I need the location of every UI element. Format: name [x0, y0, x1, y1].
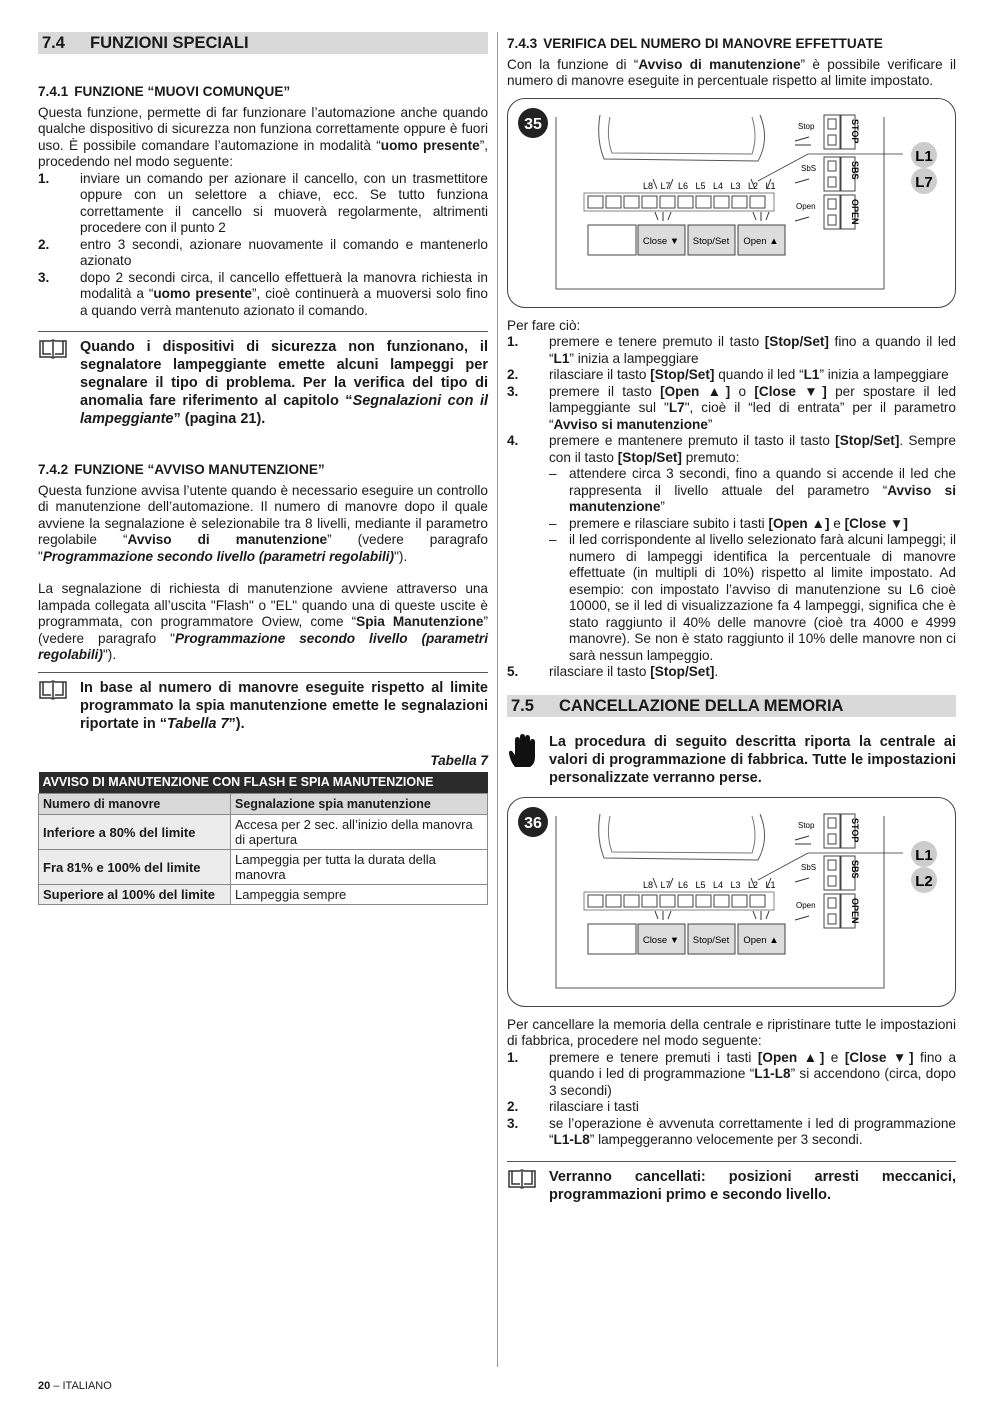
note-block: Quando i dispositivi di sicurezza non funzionano, il segnalatore lampeggiante emette alcuni lampeggi per segnalare il tipo di problema. Per la verifica del tipo di anomalia fare riferimento al capitolo “Segnalazioni con il lampeggiante” (pagina 21).: [38, 331, 488, 428]
led-slot: [624, 895, 639, 907]
led-label: L8: [642, 879, 654, 890]
callout-label: L2: [915, 872, 933, 890]
switch-symbol: [795, 179, 809, 183]
led-slot: [714, 196, 729, 208]
callout-label: L1: [915, 147, 933, 165]
step-item: 1. inviare un comando per azionare il cancello, con un trasmettitore oppure con un selettore a chiave, ecc. Se tutto funziona correttamente il cancello si muoverà regolarmente, altrimenti procedere con il punto 2: [38, 170, 488, 235]
subsection-7-4-1-title: 7.4.1 FUNZIONE “MUOVI COMUNQUE”: [38, 84, 291, 99]
callout-label: L1: [915, 846, 933, 864]
page-footer: 20 – ITALIANO: [38, 1380, 112, 1392]
terminal-screw: [828, 161, 836, 171]
sub-step: – attendere circa 3 secondi, fino a quando si accende il led che rappresenta il livello attuale del parametro “Avviso si manutenzione”: [549, 466, 957, 514]
terminal-screw: [828, 834, 836, 844]
led-slot: [624, 196, 639, 208]
figure-number: 36: [524, 814, 542, 832]
paragraph: Questa funzione avvisa l’utente quando è necessario eseguire un controllo di manutenzione dell’automazione. Il numero di manovre dopo il quale avviene la segnalazione è selezionabile tra 8 livelli, mediante il parametro regolabile “Avviso di manutenzione” (vedere paragrafo "Programmazione secondo livello (parametri regolabili)").: [38, 482, 488, 564]
led-slot: [696, 196, 711, 208]
led-label: L1: [765, 180, 776, 191]
step-list: [38, 171, 488, 320]
close-button-label: Close ▼: [642, 934, 680, 946]
terminal-screw: [828, 860, 836, 870]
left-column: [38, 32, 488, 905]
terminal-screw: [828, 199, 836, 209]
sub-step: – premere e rilasciare subito i tasti [Open ▲] e [Close ▼]: [549, 515, 908, 531]
figure-number: 35: [524, 115, 542, 133]
terminal-screw: [828, 898, 836, 908]
led-slot: [588, 196, 603, 208]
figure-36: [507, 797, 956, 1007]
paragraph: La segnalazione di richiesta di manutenzione avviene attraverso una lampada collegata all’uscita "Flash" o "EL" quando una di queste uscite è programmata, con programmatore Oview, come “Spia Manutenzione” (vedere paragrafo "Programmazione secondo livello (parametri regolabili)").: [38, 581, 489, 662]
terminal-label: SbS: [801, 862, 817, 872]
led-label: L1: [765, 879, 776, 890]
callout-label: L7: [915, 173, 933, 191]
step-item: 5. rilasciare il tasto [Stop/Set].: [507, 664, 719, 679]
terminal-label: Stop: [798, 121, 815, 131]
step-list: [507, 1050, 956, 1149]
table-title: AVVISO DI MANUTENZIONE CON FLASH E SPIA MANUTENZIONE: [39, 772, 488, 793]
switch-symbol: [795, 916, 809, 920]
blank-button: [588, 225, 636, 255]
terminal-screw: [828, 914, 836, 924]
hand-stop-icon: [507, 733, 549, 787]
book-icon: [38, 679, 80, 733]
step-item: 1. premere e tenere premuti i tasti [Open ▲] e [Close ▼] fino a quando i led di programmazione “L1-L8” si accendono (circa, dopo 3 secondi): [507, 1049, 956, 1098]
paragraph: Questa funzione, permette di far funzionare l’automazione anche quando qualche dispositivo di sicurezza non funziona correttamente oppure è fuori uso. È possibile comandare l’automazione in modalità “uomo presente”, procedendo nel modo seguente:: [38, 104, 488, 169]
section-number: 7.4: [42, 34, 65, 52]
connector-inner: [608, 816, 755, 853]
terminal-screw: [828, 876, 836, 886]
terminal-block-label: OPEN: [850, 198, 860, 225]
table-row: Fra 81% e 100% del limite Lampeggia per tutta la durata della manovra: [39, 850, 488, 885]
note-block: Verranno cancellati: posizioni arresti meccanici, programmazioni primo e secondo livello.: [507, 1161, 956, 1204]
open-button-label: Open ▲: [743, 235, 779, 247]
led-slot: [732, 196, 747, 208]
led-slot: [642, 196, 657, 208]
paragraph: Con la funzione di “Avviso di manutenzione” è possibile verificare il numero di manovre eseguite in percentuale rispetto al limite impostato.: [507, 56, 956, 88]
open-button-label: Open ▲: [743, 934, 779, 946]
terminal-label: Open: [796, 900, 816, 910]
led-slot: [660, 196, 675, 208]
led-label: L7: [660, 180, 671, 191]
switch-symbol: [795, 878, 809, 882]
subsection-7-4-2-title: 7.4.2 FUNZIONE “AVVISO MANUTENZIONE”: [38, 462, 325, 477]
stop-set-button-label: Stop/Set: [692, 235, 730, 247]
figure-35: [507, 98, 956, 308]
terminal-block-label: STOP: [850, 118, 860, 143]
led-slot: [642, 895, 657, 907]
led-label: L6: [677, 180, 689, 191]
book-icon: [38, 338, 80, 428]
section-7-4-header: [38, 32, 488, 54]
led-label: L5: [695, 879, 706, 890]
right-column: [507, 32, 956, 1204]
paragraph: Per cancellare la memoria della centrale e ripristinare tutte le impostazioni di fabbrica, procedere nel modo seguente:: [507, 1016, 956, 1048]
table-row: Superiore al 100% del limite Lampeggia sempre: [39, 885, 488, 905]
section-title: FUNZIONI SPECIALI: [90, 34, 249, 52]
warning-block: La procedura di seguito descritta riporta la centrale ai valori di programmazione di fabbrica. Tutte le impostazioni personalizzate verranno perse.: [507, 727, 956, 787]
led-label: L2: [747, 879, 759, 890]
led-slot: [678, 895, 693, 907]
step-item: 2. rilasciare il tasto [Stop/Set] quando il led “L1” inizia a lampeggiare: [507, 367, 949, 382]
led-label: L7: [660, 879, 671, 890]
led-slot: [732, 895, 747, 907]
step-item: 2. rilasciare i tasti: [507, 1099, 639, 1114]
blank-button: [588, 924, 636, 954]
connector-inner: [608, 117, 755, 154]
switch-symbol: [795, 217, 809, 221]
table-row: Inferiore a 80% del limite Accesa per 2 sec. all’inizio della manovra di apertura: [39, 815, 488, 850]
led-slot: [696, 895, 711, 907]
terminal-screw: [828, 119, 836, 129]
led-slot: [750, 895, 765, 907]
note-block: In base al numero di manovre eseguite rispetto al limite programmato la spia manutenzione emette le segnalazioni riportate in “Tabella 7”).: [38, 672, 488, 733]
step-item: 4. premere e mantenere premuto il tasto il tasto [Stop/Set]. Sempre con il tasto [Stop/Set] premuto: – attendere circa 3 secondi, fino a quando si accende il led che rappresenta il livello attuale del parametro “Avviso si manutenzione” – premere e rilasciare subito i tasti [Open ▲] e [Close ▼] – il led corrispondente al livello selezionato farà alcuni lampeggi; il numero di lampeggi identifica la percentuale di manovre effettuate (in multipli di 10%) rispetto al limite impostato. Ad esempio: con impostato l’avviso di manutenzione su L6 cioè 10000, se il led di visualizzazione fa 4 lampeggi, significa che è stato raggiunto il 40% delle manovre (cioè tra 4000 e 4999 manovre). Se non è stato raggiunto il 10% delle manovre non ci sarà nessun lampeggio.: [507, 433, 957, 663]
led-label: L2: [747, 180, 759, 191]
maintenance-table: [38, 772, 488, 905]
stop-set-button-label: Stop/Set: [692, 934, 730, 946]
terminal-label: Stop: [798, 820, 815, 830]
switch-symbol: [795, 137, 811, 145]
led-slot: [606, 895, 621, 907]
table-header: Numero di manovre: [39, 793, 231, 815]
book-icon: [507, 1168, 549, 1204]
led-label: L4: [712, 879, 724, 890]
table-header: Segnalazione spia manutenzione: [231, 793, 488, 815]
led-label: L5: [695, 180, 706, 191]
step-item: 3. dopo 2 secondi circa, il cancello effettuerà la manovra richiesta in modalità a “uomo presente”, cioè continuerà a muoversi solo fino a quando verrà mantenuto azionato il comando.: [38, 269, 488, 318]
terminal-screw: [828, 135, 836, 145]
subsection-7-4-3-title: 7.4.3 VERIFICA DEL NUMERO DI MANOVRE EFFETTUATE: [507, 36, 883, 51]
led-slot: [750, 196, 765, 208]
led-slot: [678, 196, 693, 208]
section-number: 7.5: [511, 696, 534, 715]
step-item: 1. premere e tenere premuto il tasto [Stop/Set] fino a quando il led “L1” inizia a lampeggiare: [507, 334, 956, 366]
terminal-block-label: OPEN: [850, 897, 860, 924]
terminal-screw: [828, 818, 836, 828]
terminal-screw: [828, 177, 836, 187]
step-item: 3. premere il tasto [Open ▲] o [Close ▼] per spostare il led lampeggiante sul "L7", cioè il “led di entrata” per il parametro “Avviso si manutenzione”: [507, 383, 957, 432]
led-slot: [606, 196, 621, 208]
section-title: CANCELLAZIONE DELLA MEMORIA: [559, 696, 844, 715]
terminal-block-label: STOP: [850, 817, 860, 842]
terminal-label: SbS: [801, 163, 817, 173]
led-label: L4: [712, 180, 724, 191]
switch-symbol: [795, 836, 811, 844]
column-divider: [497, 32, 498, 1367]
terminal-label: Open: [796, 201, 816, 211]
terminal-block-label: SBS: [850, 160, 860, 180]
close-button-label: Close ▼: [642, 235, 680, 247]
led-slot: [588, 895, 603, 907]
step-list: [507, 334, 956, 681]
led-label: L8: [642, 180, 654, 191]
led-slot: [714, 895, 729, 907]
terminal-screw: [828, 215, 836, 225]
step-item: 2. entro 3 secondi, azionare nuovamente il comando e mantenerlo azionato: [38, 236, 488, 268]
led-label: L3: [730, 180, 741, 191]
terminal-block-label: SBS: [850, 859, 860, 879]
sub-step: – il led corrispondente al livello selezionato farà alcuni lampeggi; il numero di lampeggi identifica la percentuale di manovre effettuate (in multipli di 10%) rispetto al limite impostato. Ad esempio: con impostato l’avviso di manutenzione su L6 cioè 10000, se il led di visualizzazione fa 4 lampeggi, significa che è stato raggiunto il 40% delle manovre (cioè tra 4000 e 4999 manovre). Se non è stato raggiunto il 10% delle manovre non ci sarà nessun lampeggio.: [549, 532, 956, 663]
table-caption: Tabella 7: [430, 752, 488, 768]
section-7-5-header: [507, 695, 956, 717]
led-label: L3: [730, 879, 741, 890]
step-item: 3. se l’operazione è avvenuta correttamente i led di programmazione “L1-L8” lampeggeranno velocemente per 3 secondi.: [507, 1115, 956, 1147]
paragraph: Per fare ciò:: [507, 317, 581, 333]
led-slot: [660, 895, 675, 907]
led-label: L6: [677, 879, 689, 890]
